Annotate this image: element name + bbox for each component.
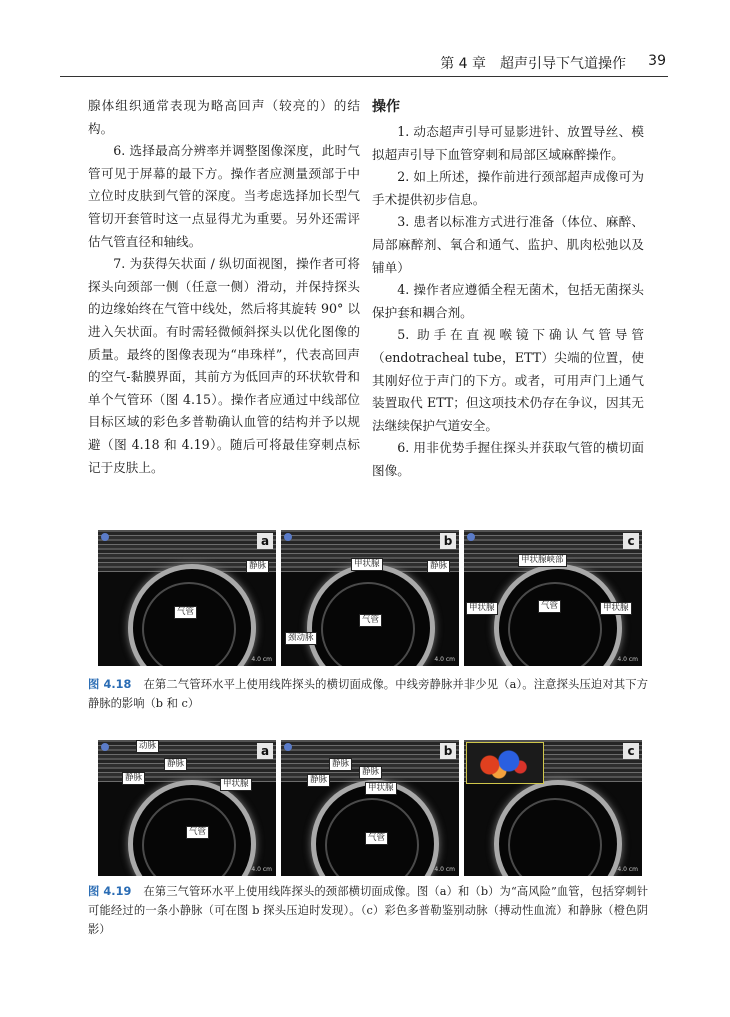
label-vein: 静脉 — [164, 758, 187, 771]
panel-letter: a — [257, 743, 273, 759]
label-trachea: 气管 — [538, 600, 561, 613]
chapter-title: 第 4 章 超声引导下气道操作 — [440, 56, 626, 72]
ultrasound-panel-c — [464, 530, 642, 666]
logo-icon — [284, 743, 292, 751]
paragraph: 2. 如上所述，操作前进行颈部超声成像可为手术提供初步信息。 — [372, 169, 644, 207]
logo-icon — [101, 533, 109, 541]
label-vein: 静脉 — [122, 772, 145, 785]
paragraph: 6. 用非优势手握住探头并获取气管的横切面图像。 — [372, 440, 644, 478]
label-vein: 静脉 — [359, 766, 382, 779]
figure-4-19 — [98, 740, 642, 876]
label-carotid: 颈动脉 — [285, 632, 317, 645]
paragraph: 腺体组织通常表现为略高回声（较亮的）的结构。 — [88, 98, 360, 136]
right-column — [372, 95, 644, 483]
section-heading: 操作 — [372, 99, 400, 115]
scale-bar: 4.0 cm — [251, 656, 272, 663]
scale-bar: 4.0 cm — [251, 866, 272, 873]
figure-number: 图 4.18 — [88, 678, 132, 691]
panel-letter: c — [623, 743, 639, 759]
label-vein: 静脉 — [246, 560, 269, 573]
label-vein: 静脉 — [307, 774, 330, 787]
label-trachea: 气管 — [365, 832, 388, 845]
page-number: 39 — [648, 53, 666, 69]
label-trachea: 气管 — [174, 606, 197, 619]
paragraph: 3. 患者以标准方式进行准备（体位、麻醉、局部麻醉剂、氧合和通气、监护、肌肉松弛以及铺单） — [372, 214, 644, 275]
figure-caption — [88, 675, 648, 713]
label-thyroid: 甲状腺 — [220, 778, 252, 791]
logo-icon — [284, 533, 292, 541]
scale-bar: 4.0 cm — [617, 656, 638, 663]
paragraph: 1. 动态超声引导可显影进针、放置导丝、模拟超声引导下血管穿刺和局部区域麻醉操作。 — [372, 124, 644, 162]
caption-text: 在第二气管环水平上使用线阵探头的横切面成像。中线旁静脉并非少见（a）。注意探头压迫对其下方静脉的影响（b 和 c） — [88, 678, 648, 710]
label-vein: 静脉 — [329, 758, 352, 771]
label-artery: 动脉 — [136, 740, 159, 753]
label-thyroid-right: 甲状腺 — [600, 602, 632, 615]
label-trachea: 气管 — [186, 826, 209, 839]
paragraph: 4. 操作者应遵循全程无菌术，包括无菌探头保护套和耦合剂。 — [372, 282, 644, 320]
logo-icon — [101, 743, 109, 751]
label-thyroid: 甲状腺 — [351, 558, 383, 571]
panel-letter: b — [440, 743, 456, 759]
label-thyroid-isthmus: 甲状腺峡部 — [518, 554, 567, 567]
label-trachea: 气管 — [359, 614, 382, 627]
ultrasound-panel-a — [98, 530, 276, 666]
label-thyroid: 甲状腺 — [365, 782, 397, 795]
scale-bar: 4.0 cm — [434, 866, 455, 873]
figure-caption — [88, 882, 648, 939]
running-header — [60, 50, 668, 77]
scale-bar: 4.0 cm — [617, 866, 638, 873]
caption-text: 在第三气管环水平上使用线阵探头的颈部横切面成像。图（a）和（b）为“高风险”血管，包括穿刺针可能经过的一条小静脉（可在图 b 探头压迫时发现）。（c）彩色多普勒鉴别动脉（搏动性血流）和静脉（橙色阴影） — [88, 885, 648, 936]
label-vein: 静脉 — [427, 560, 450, 573]
left-column — [88, 95, 360, 479]
figure-number: 图 4.19 — [88, 885, 132, 898]
ultrasound-panel-b — [281, 740, 459, 876]
paragraph: 7. 为获得矢状面 / 纵切面视图，操作者可将探头向颈部一侧（任意一侧）滑动，并保持探头的边缘始终在气管中线处，然后将其旋转 90° 以进入矢状面。有时需轻微倾斜探头以优化图像的质量。最终的图像表现为“串珠样”，代表高回声的空气-黏膜界面，其前方为低回声的环状软骨和单个气管环（图 4.15）。操作者应通过中线部位目标区域的彩色多普勒确认血管的结构并予以规避（图 4.18 和 4.19）。随后可将最佳穿刺点标记于皮肤上。 — [88, 256, 360, 475]
paragraph: 6. 选择最高分辨率并调整图像深度，此时气管可见于屏幕的最下方。操作者应测量颈部于中立位时皮肤到气管的深度。当考虑选择加长型气管切开套管时这一点显得尤为重要。另外还需评估气管直径和轴线。 — [88, 143, 360, 249]
ultrasound-panel-a — [98, 740, 276, 876]
scale-bar: 4.0 cm — [434, 656, 455, 663]
panel-letter: a — [257, 533, 273, 549]
label-thyroid-left: 甲状腺 — [466, 602, 498, 615]
ultrasound-panel-c — [464, 740, 642, 876]
color-doppler-box — [466, 742, 544, 784]
panel-letter: b — [440, 533, 456, 549]
panel-letter: c — [623, 533, 639, 549]
paragraph: 5. 助手在直视喉镜下确认气管导管（endotracheal tube，ETT）尖端的位置，使其刚好位于声门的下方。或者，可用声门上通气装置取代 ETT；但这项技术仍存在争议，因其无法继续保护气道安全。 — [372, 327, 644, 433]
figure-4-18 — [98, 530, 642, 666]
logo-icon — [467, 533, 475, 541]
ultrasound-panel-b — [281, 530, 459, 666]
